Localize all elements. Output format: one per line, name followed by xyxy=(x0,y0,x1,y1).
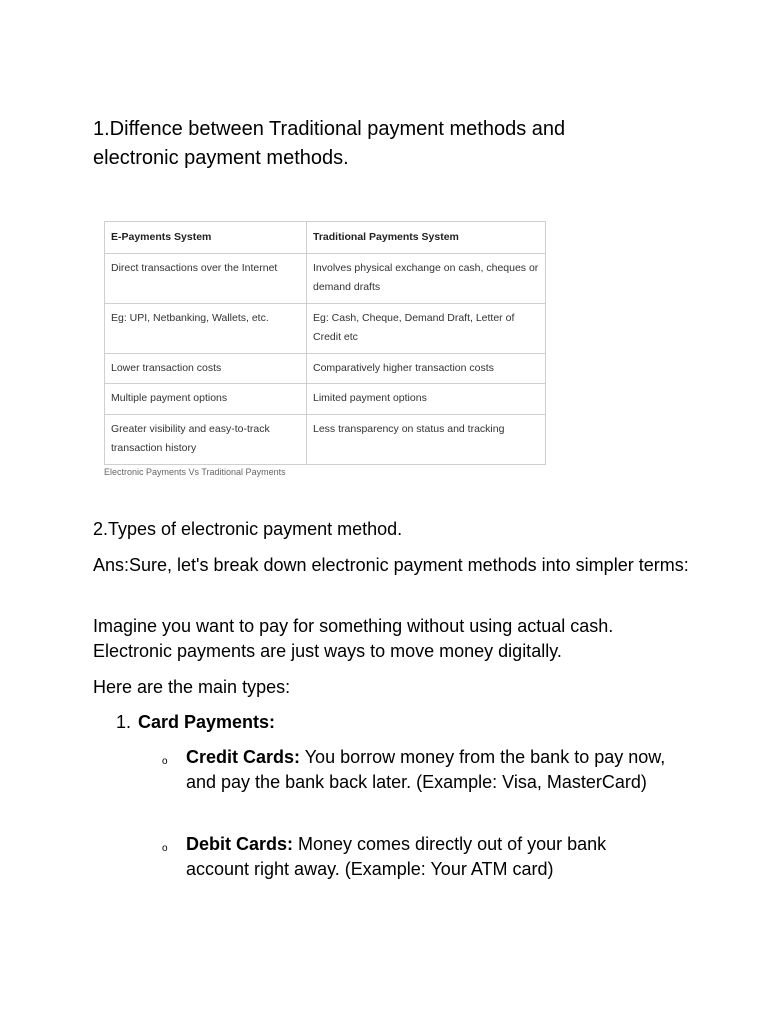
table-cell: Involves physical exchange on cash, cheques or demand drafts xyxy=(307,253,546,303)
list-item-card-payments xyxy=(116,710,275,735)
table-cell: Direct transactions over the Internet xyxy=(105,253,307,303)
table-row xyxy=(105,384,546,415)
table-header-row xyxy=(105,222,546,254)
table-cell: Eg: Cash, Cheque, Demand Draft, Letter of Credit etc xyxy=(307,303,546,353)
table-cell: Multiple payment options xyxy=(105,384,307,415)
table-cell: Limited payment options xyxy=(307,384,546,415)
table-row xyxy=(105,414,546,464)
table-cell: Lower transaction costs xyxy=(105,353,307,384)
bullet-icon: o xyxy=(162,843,168,854)
table-row xyxy=(105,253,546,303)
lead-paragraph: Here are the main types: xyxy=(93,677,291,697)
table-cell: Eg: UPI, Netbanking, Wallets, etc. xyxy=(105,303,307,353)
table-row xyxy=(105,353,546,384)
sub-item-term: Debit Cards: xyxy=(186,834,294,854)
column-header-traditional: Traditional Payments System xyxy=(307,222,546,254)
sub-item-text: You borrow money from the bank to pay now, and pay the bank back later. (Example: Visa, MasterCard) xyxy=(186,747,666,792)
table-cell: Greater visibility and easy-to-track transaction history xyxy=(105,414,307,464)
section-2-title: 2.Types of electronic payment method. xyxy=(93,519,403,539)
sub-item-credit-cards xyxy=(186,745,666,795)
comparison-table-figure xyxy=(104,221,545,477)
answer-paragraph: Ans:Sure, let's break down electronic payment methods into simpler terms: xyxy=(93,555,689,575)
list-number: 1. xyxy=(116,712,132,732)
comparison-table xyxy=(104,221,546,465)
table-row xyxy=(105,303,546,353)
sub-item-debit-cards xyxy=(186,832,666,882)
list-item-label: Card Payments: xyxy=(138,712,276,732)
table-caption: Electronic Payments Vs Traditional Payments xyxy=(104,466,286,477)
intro-paragraph: Imagine you want to pay for something without using actual cash. Electronic payments are just ways to move money digitally. xyxy=(93,616,614,661)
sub-item-text: Money comes directly out of your bank account right away. (Example: Your ATM card) xyxy=(186,834,607,879)
column-header-e-payments: E-Payments System xyxy=(105,222,307,254)
question-1-heading: 1.Diffence between Traditional payment methods and electronic payment methods. xyxy=(93,118,566,169)
sub-item-term: Credit Cards: xyxy=(186,747,301,767)
table-cell: Less transparency on status and tracking xyxy=(307,414,546,464)
table-cell: Comparatively higher transaction costs xyxy=(307,353,546,384)
bullet-icon: o xyxy=(162,756,168,767)
